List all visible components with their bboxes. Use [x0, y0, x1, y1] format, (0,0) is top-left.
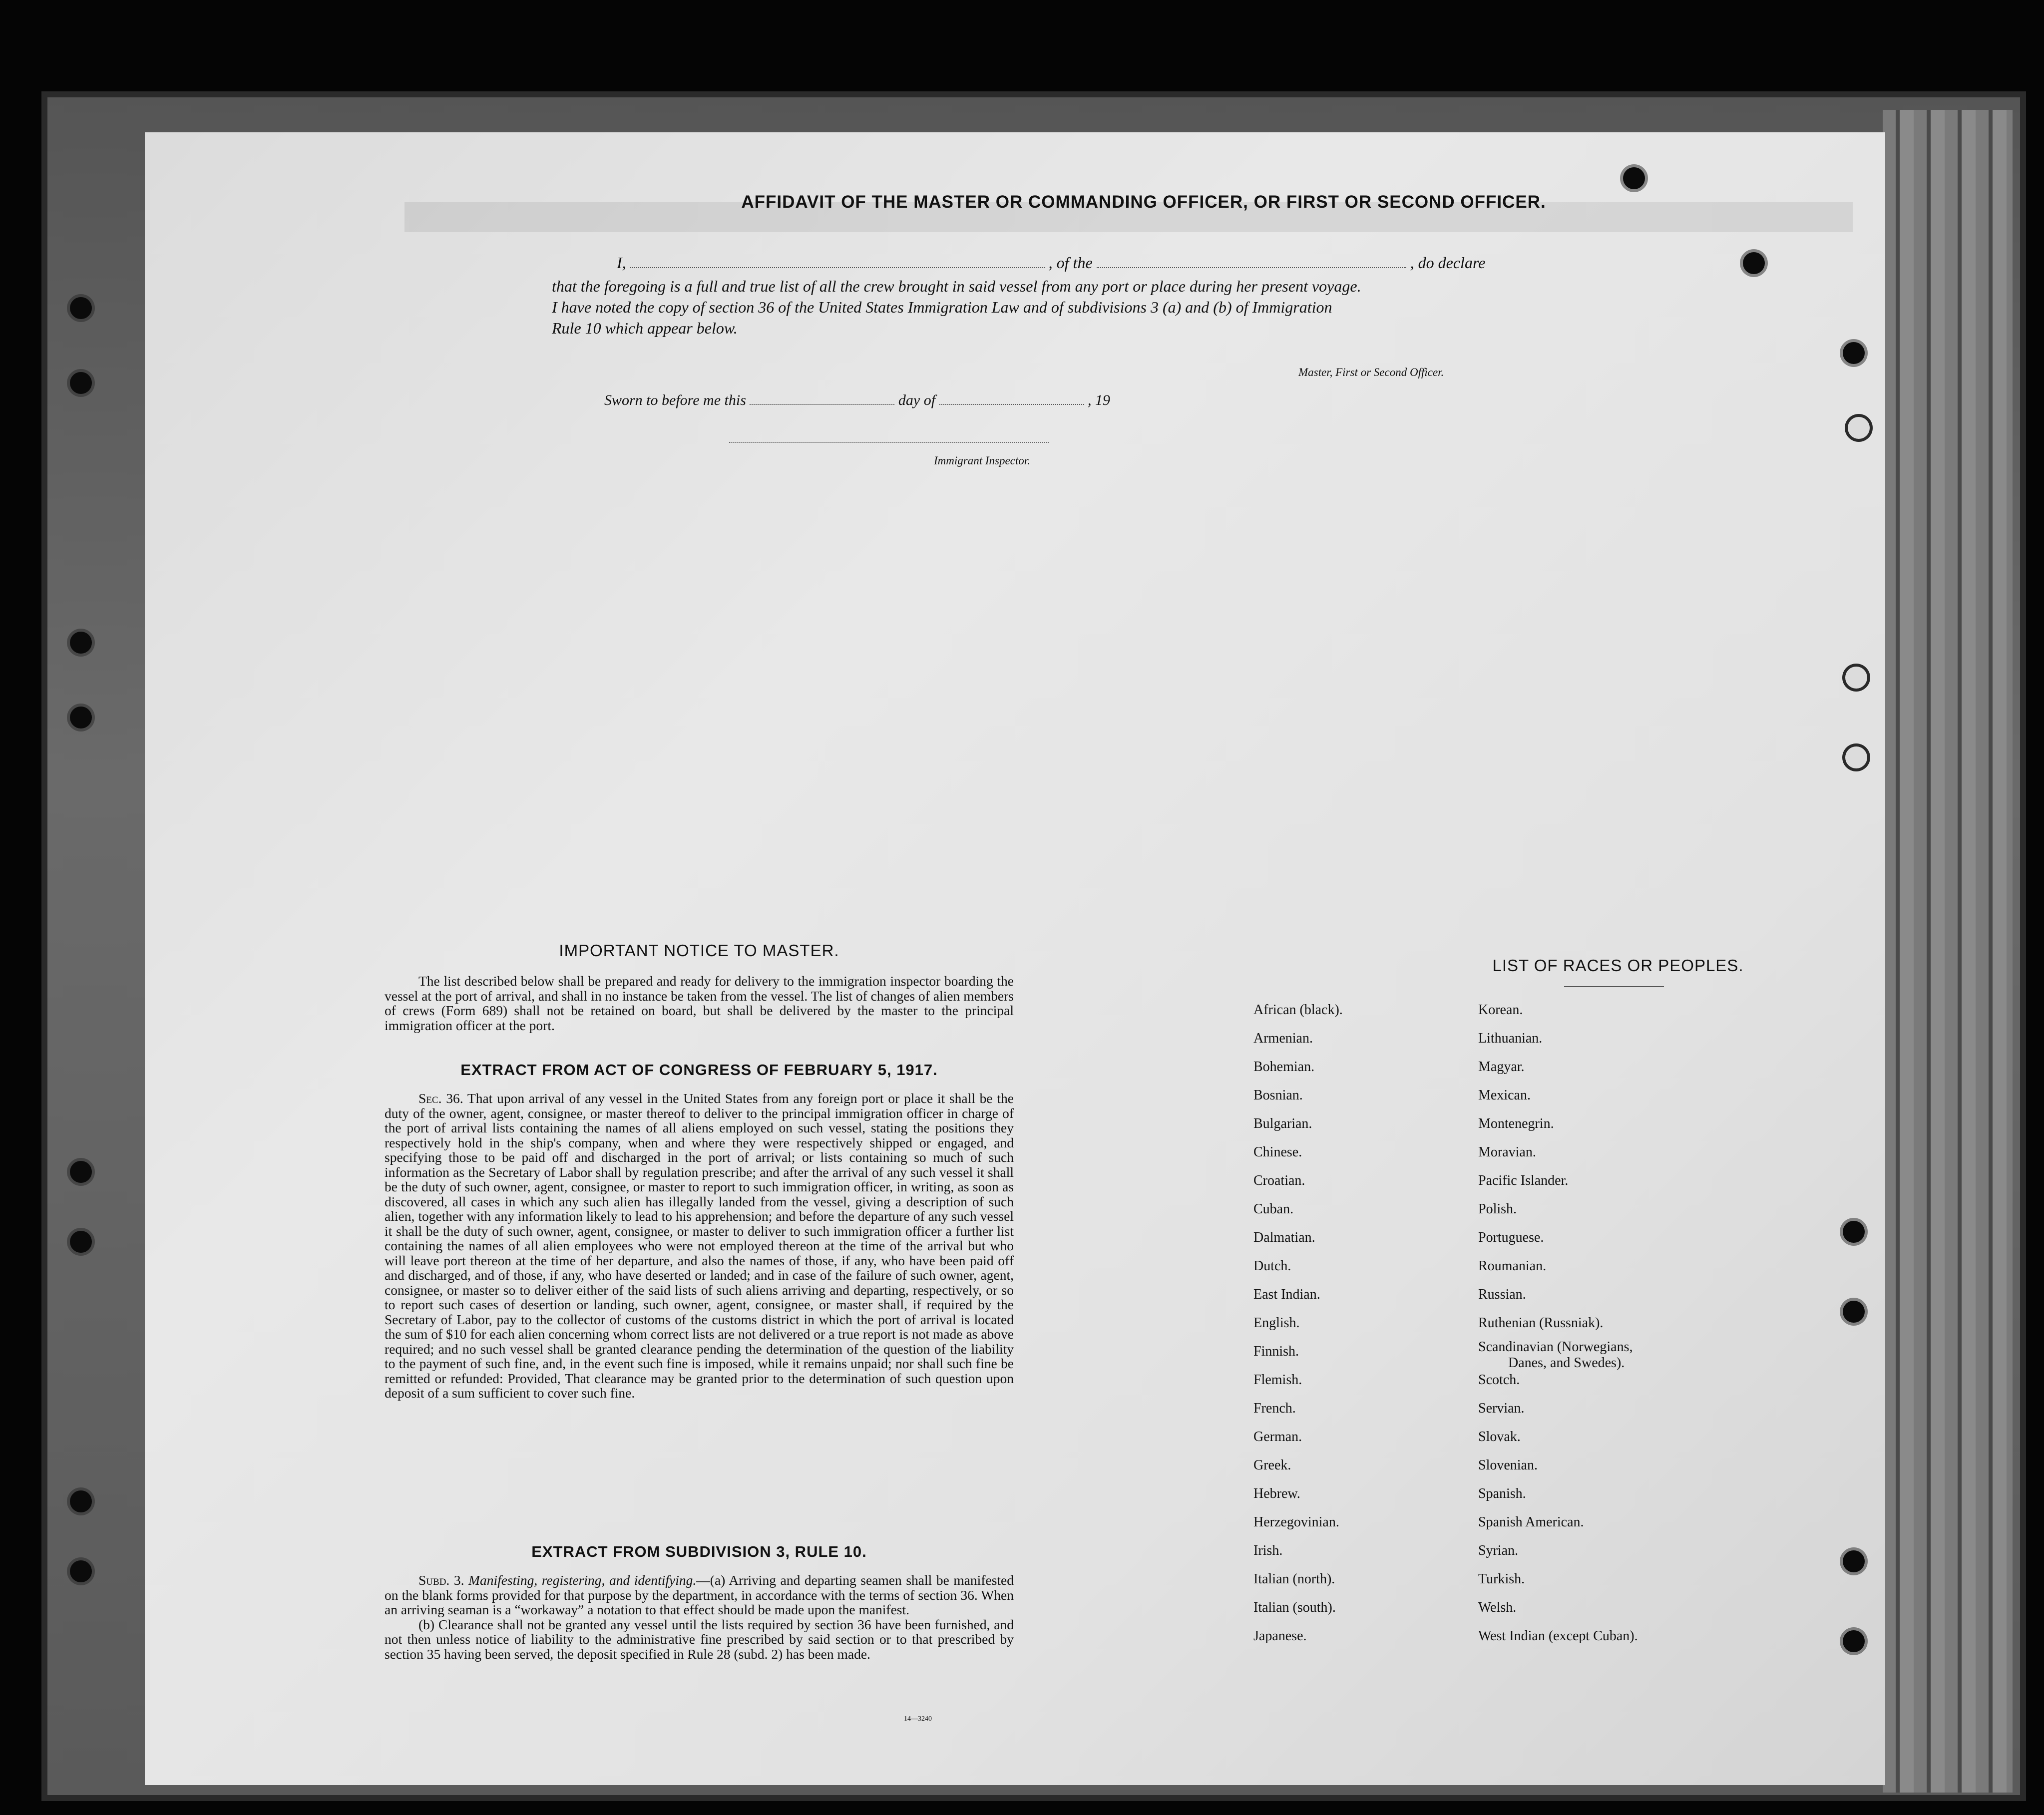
race-item: Moravian. — [1478, 1144, 1536, 1160]
affidavit-line-3: I have noted the copy of section 36 of the United States Immigration Law and of subdivisions 3 (a) and (b) of Immigration — [552, 298, 1332, 316]
race-item: Syrian. — [1478, 1543, 1519, 1558]
act-text: That upon arrival of any vessel in the United States from any foreign port or place it shall be the duty of the owner, agent, consignee, or master thereof to deliver to the principal immigration officer in charge of the port of arrival lists containing the names of all aliens employed on such vessel, stating the positions they respectively hold in the ship's company, when and where they were respectively shipped or engaged, and specifying those to be paid off and discharged in the port of arrival; or lists containing so much of such information as the Secretary of Labor shall by regulation prescribe; and after the arrival of any such vessel it shall be the duty of such owner, agent, consignee, or master to report to such immigration officer, in writing, as soon as discovered, all cases in which any such alien has illegally landed from the vessel, giving a description of such alien, together with any information likely to lead to his apprehension; and before the departure of any such vessel it shall be the duty of such owner, agent, consignee, or master to deliver to such immigration officer a further list containing the names of all alien employees who were not employed thereon at the time of the arrival but who will leave port thereon at the time of her departure, and also the names of those, if any, who have been paid off and discharged, and of those, if any, who have deserted or landed; and in case of the failure of such owner, agent, consignee, or master so to deliver either of the said lists of such aliens arriving and departing, respectively, or so to report such cases of desertion or landing, such owner, agent, consignee, or master shall, if required by the Secretary of Labor, pay to the collector of customs of the customs district in which the port of arrival is located the sum of $10 for each alien concerning whom correct lists are not delivered or a true report is not made as above required; and no such vessel shall be granted clearance pending the determination of the question of the liability to the payment of such fine, and, in the event such fine is imposed, while it remains unpaid; nor shall such fine be remitted or refunded: Provided, That clearance may be granted prior to the determination of such question upon deposit of a sum sufficient to cover such fine. — [385, 1090, 1014, 1401]
race-item: Mexican. — [1478, 1088, 1531, 1103]
race-item: Roumanian. — [1478, 1258, 1547, 1274]
race-item: Slovenian. — [1478, 1457, 1538, 1473]
sworn-label: Sworn to before me this — [604, 392, 746, 408]
punch-hole — [1843, 1630, 1865, 1652]
races-left-column — [1253, 1001, 1343, 1656]
inspector-signature-line[interactable] — [729, 442, 1049, 443]
subd-label: Subd. 3. — [418, 1572, 464, 1588]
race-item: Italian (north). — [1253, 1571, 1335, 1587]
sworn-month-field[interactable] — [939, 404, 1084, 405]
sworn-line — [604, 392, 1110, 409]
race-item: Scotch. — [1478, 1372, 1520, 1388]
race-item: Armenian. — [1253, 1031, 1313, 1046]
notice-title: IMPORTANT NOTICE TO MASTER. — [559, 941, 839, 960]
rule-para-b: (b) Clearance shall not be granted any vessel until the lists required by section 36 have been furnished, and not then unless notice of liability to the administrative fine prescribed by said section or to that prescribed by section 35 having been served, the deposit specified in Rule 28 (subd. 2) has been made. — [385, 1616, 1014, 1662]
race-item: Scandinavian (Norwegians, — [1478, 1339, 1633, 1355]
master-signature-label: Master, First or Second Officer. — [1298, 366, 1444, 378]
race-item: German. — [1253, 1429, 1302, 1445]
punch-hole — [1843, 342, 1865, 364]
punch-hole — [1845, 667, 1867, 689]
punch-hole — [70, 1161, 92, 1183]
punch-hole — [1845, 746, 1867, 768]
race-item: Servian. — [1478, 1401, 1525, 1416]
race-item: English. — [1253, 1315, 1300, 1331]
binder-page-edges — [1883, 110, 2013, 1793]
affidavit-line-1 — [617, 254, 1485, 272]
race-item: Pacific Islander. — [1478, 1173, 1569, 1188]
day-of-label: day of — [898, 392, 936, 408]
punch-hole — [70, 372, 92, 394]
rule-para-a: —(a) Arriving and departing seamen shall be manifested on the blank forms provided for that purpose by the department, in accordance with the terms of section 36. When an arriving seaman is a “workaway” a notation to that effect should be made upon the manifest. — [385, 1572, 1014, 1617]
affidavit-title: AFFIDAVIT OF THE MASTER OR COMMANDING OFFICER, OR FIRST OR SECOND OFFICER. — [741, 192, 1546, 212]
race-item: Flemish. — [1253, 1372, 1302, 1388]
punch-hole — [70, 1231, 92, 1253]
punch-hole — [1843, 1550, 1865, 1572]
punch-hole — [70, 632, 92, 654]
race-item: Bosnian. — [1253, 1088, 1303, 1103]
races-title-rule — [1564, 986, 1664, 987]
race-item: East Indian. — [1253, 1287, 1320, 1302]
race-item: Finnish. — [1253, 1344, 1299, 1359]
race-item: Portuguese. — [1478, 1230, 1544, 1245]
section-label: Sec. 36. — [418, 1090, 463, 1106]
race-item: West Indian (except Cuban). — [1478, 1628, 1638, 1644]
race-item: Chinese. — [1253, 1144, 1302, 1160]
race-item: Greek. — [1253, 1457, 1291, 1473]
race-item: African (black). — [1253, 1002, 1343, 1018]
races-title: LIST OF RACES OR PEOPLES. — [1492, 956, 1744, 975]
inspector-label: Immigrant Inspector. — [934, 454, 1030, 467]
affidavit-line-4: Rule 10 which appear below. — [552, 319, 738, 337]
race-item: Turkish. — [1478, 1571, 1525, 1587]
year-label: , 19 — [1088, 392, 1111, 408]
race-item: Magyar. — [1478, 1059, 1525, 1075]
race-item: Ruthenian (Russniak). — [1478, 1315, 1604, 1331]
race-item: Spanish. — [1478, 1486, 1526, 1501]
race-item-scandinavian — [1478, 1339, 1638, 1371]
affidavit-of-the-label: , of the — [1048, 254, 1093, 272]
race-item: Italian (south). — [1253, 1600, 1336, 1615]
race-item: Hebrew. — [1253, 1486, 1300, 1501]
punch-hole — [70, 297, 92, 319]
race-item: Welsh. — [1478, 1600, 1517, 1615]
notice-text: The list described below shall be prepared and ready for delivery to the immigration inspector boarding the vessel at the port of arrival, and shall in no instance be taken from the vessel. The list of changes of alien members of crews (Form 689) shall not be retained on board, but shall be delivered by the master to the principal immigration officer at the port. — [385, 973, 1014, 1033]
punch-hole — [1843, 1301, 1865, 1323]
race-item: Polish. — [1478, 1201, 1517, 1217]
punch-hole — [70, 707, 92, 728]
affidavit-line-2: that the foregoing is a full and true list of all the crew brought in said vessel from any port or place during her present voyage. — [552, 277, 1361, 295]
race-item: Bulgarian. — [1253, 1116, 1312, 1131]
race-item: Slovak. — [1478, 1429, 1521, 1445]
rule-body — [385, 1573, 1014, 1661]
race-item: Dalmatian. — [1253, 1230, 1315, 1245]
vessel-name-field[interactable] — [1097, 267, 1406, 268]
affidavit-i-label: I, — [617, 254, 626, 272]
race-item: Dutch. — [1253, 1258, 1291, 1274]
punch-hole — [70, 1490, 92, 1512]
form-number: 14—3240 — [904, 1715, 932, 1723]
race-item: Russian. — [1478, 1287, 1526, 1302]
document-page — [145, 132, 1885, 1785]
race-item: Herzegovinian. — [1253, 1514, 1339, 1530]
race-item: Korean. — [1478, 1002, 1523, 1018]
affidavit-do-declare-label: , do declare — [1410, 254, 1486, 272]
race-item: French. — [1253, 1401, 1296, 1416]
notice-body — [385, 974, 1014, 1033]
race-item: Montenegrin. — [1478, 1116, 1554, 1131]
race-item-continued: Danes, and Swedes). — [1508, 1355, 1625, 1371]
race-item: Irish. — [1253, 1543, 1283, 1558]
act-title: EXTRACT FROM ACT OF CONGRESS OF FEBRUARY 5, 1917. — [460, 1061, 938, 1079]
race-item: Spanish American. — [1478, 1514, 1584, 1530]
races-right-column — [1478, 1001, 1638, 1656]
race-item: Croatian. — [1253, 1173, 1305, 1188]
punch-hole — [1843, 1221, 1865, 1243]
act-body — [385, 1091, 1014, 1401]
subd-heading: Manifesting, registering, and identifying. — [468, 1572, 697, 1588]
race-item: Japanese. — [1253, 1628, 1307, 1644]
master-name-field[interactable] — [630, 267, 1045, 268]
rule-title: EXTRACT FROM SUBDIVISION 3, RULE 10. — [531, 1543, 867, 1560]
race-item: Bohemian. — [1253, 1059, 1315, 1075]
punch-hole — [1623, 167, 1645, 189]
sworn-day-field[interactable] — [750, 404, 894, 405]
race-item: Cuban. — [1253, 1201, 1294, 1217]
race-item: Lithuanian. — [1478, 1031, 1543, 1046]
punch-hole — [1743, 252, 1765, 274]
punch-hole — [70, 1560, 92, 1582]
punch-hole — [1848, 417, 1870, 439]
